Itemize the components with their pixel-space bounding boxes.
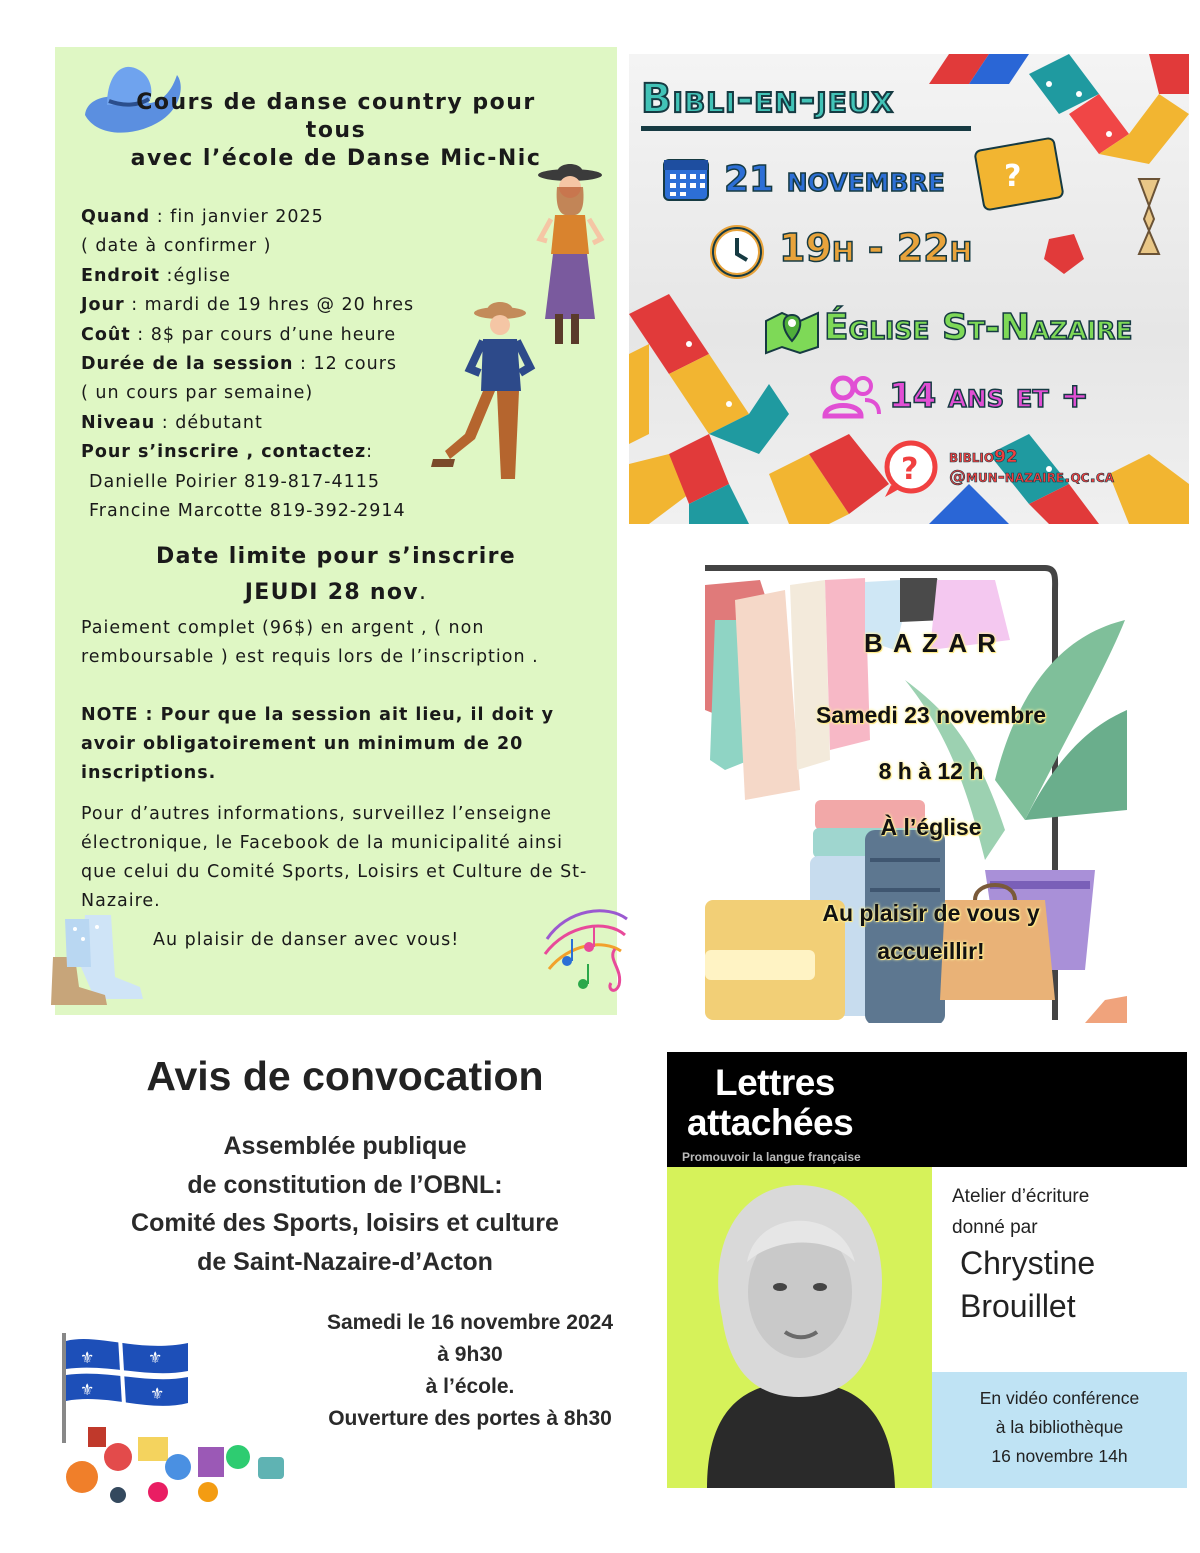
author-name bbox=[960, 1242, 1095, 1328]
contact-francine: Francine Marcotte 819-392-2914 bbox=[89, 501, 406, 522]
bibli-title: Bibli-en-jeux bbox=[641, 76, 895, 122]
avis-sub-line: de Saint-Nazaire-d’Acton bbox=[197, 1247, 493, 1276]
country-dance-panel bbox=[55, 47, 617, 1015]
clock-icon bbox=[709, 224, 765, 280]
info-row: ( un cours par semaine) bbox=[81, 383, 314, 404]
cowgirl-illustration bbox=[535, 159, 605, 349]
note-text: NOTE : Pour que la session ait lieu, il doit y avoir obligatoirement un minimum de 20 inscriptions. bbox=[81, 705, 554, 783]
info-row: Coût : 8$ par cours d’une heure bbox=[81, 324, 397, 345]
title-underline bbox=[641, 126, 971, 131]
video-conference-panel bbox=[932, 1372, 1187, 1488]
author-last-name: Brouillet bbox=[960, 1288, 1076, 1324]
bazar-welcome-line1: Au plaisir de vous y bbox=[822, 900, 1040, 926]
avis-heading: Avis de convocation bbox=[146, 1053, 544, 1099]
atelier-panel bbox=[932, 1167, 1187, 1372]
bibli-email bbox=[949, 447, 1114, 487]
deadline-line1: Date limite pour s’inscrire bbox=[156, 544, 516, 569]
culture-sports-icons bbox=[58, 1417, 288, 1507]
bazar-place: À l’église bbox=[880, 814, 982, 840]
avis-when bbox=[260, 1307, 680, 1435]
deadline bbox=[55, 539, 617, 611]
avis-subtitle bbox=[30, 1127, 660, 1281]
avis-when-line: Samedi le 16 novembre 2024 bbox=[327, 1311, 613, 1334]
avis-sub-line: Comité des Sports, loisirs et culture bbox=[131, 1209, 559, 1237]
dance-title-line3: avec l’école de Danse Mic-Nic bbox=[130, 146, 542, 171]
info-row: Niveau : débutant bbox=[81, 412, 263, 433]
video-line: En vidéo conférence bbox=[979, 1388, 1140, 1408]
info-row: Durée de la session : 12 cours bbox=[81, 354, 398, 375]
contact-danielle: Danielle Poirier 819-817-4115 bbox=[89, 471, 381, 492]
atelier-line1: Atelier d’écriture bbox=[952, 1186, 1090, 1207]
email-line1: biblio92 bbox=[949, 447, 1018, 467]
atelier-line2: donné par bbox=[952, 1217, 1038, 1238]
avis-sub-line: de constitution de l’OBNL: bbox=[187, 1170, 503, 1199]
closing-text: Au plaisir de danser avec vous! bbox=[153, 930, 460, 950]
svg-text:⚜: ⚜ bbox=[80, 1348, 95, 1367]
bazar-poster bbox=[705, 560, 1127, 1023]
cowboy-illustration bbox=[425, 299, 545, 489]
logo-line2: attachées bbox=[687, 1102, 854, 1143]
avis-when-line: à l’école. bbox=[425, 1375, 515, 1398]
bazar-title: B A Z A R bbox=[863, 628, 999, 658]
people-icon bbox=[821, 374, 881, 420]
music-notes-icon bbox=[537, 899, 629, 1009]
map-pin-icon bbox=[764, 309, 820, 355]
svg-text:⚜: ⚜ bbox=[80, 1380, 95, 1399]
bazar-welcome-line2: accueillir! bbox=[877, 938, 985, 964]
bibli-time: 19h - 22h bbox=[779, 226, 973, 270]
email-line2: @mun-nazaire.qc.ca bbox=[949, 467, 1115, 487]
avis-when-line: Ouverture des portes à 8h30 bbox=[328, 1407, 612, 1430]
payment-text: Paiement complet (96$) en argent , ( non remboursable ) est requis lors de l’inscription . bbox=[81, 618, 539, 667]
lettres-attachees-poster bbox=[667, 1052, 1187, 1488]
bibli-place: Église St-Nazaire bbox=[824, 307, 1133, 348]
video-line: à la bibliothèque bbox=[995, 1417, 1124, 1437]
video-line: 16 novembre 14h bbox=[991, 1446, 1128, 1466]
bibli-en-jeux-poster bbox=[629, 54, 1189, 524]
svg-text:⚜: ⚜ bbox=[148, 1348, 163, 1367]
svg-text:?: ? bbox=[1004, 159, 1022, 194]
cowboy-boots-icon bbox=[45, 907, 160, 1012]
info-row: Endroit :église bbox=[81, 265, 231, 286]
dance-title-line1: Cours de danse country pour bbox=[136, 90, 536, 115]
bibli-age: 14 ans et + bbox=[889, 376, 1090, 416]
avis-convocation bbox=[30, 1045, 650, 1505]
calendar-icon bbox=[661, 154, 711, 202]
dance-title bbox=[55, 89, 617, 173]
portrait-image bbox=[667, 1167, 932, 1488]
avis-sub-line: Assemblée publique bbox=[223, 1132, 467, 1160]
bazar-hours: 8 h à 12 h bbox=[878, 758, 984, 784]
info-row: Jour : mardi de 19 hres @ 20 hres bbox=[81, 295, 415, 316]
info-row: ( date à confirmer ) bbox=[81, 236, 272, 257]
lettres-header bbox=[667, 1052, 1187, 1167]
info-row: Pour s’inscrire , contactez: bbox=[81, 442, 374, 463]
deadline-line2: JEUDI 28 nov. bbox=[244, 580, 428, 605]
avis-when-line: à 9h30 bbox=[437, 1343, 503, 1366]
lettres-tagline: Promouvoir la langue française bbox=[682, 1150, 861, 1164]
svg-text:?: ? bbox=[901, 452, 919, 487]
logo-line1: Lettres bbox=[715, 1062, 835, 1103]
more-info-text: Pour d’autres informations, surveillez l’enseigne électronique, le Facebook de la municipalité ainsi que celui du Comité Sports, Loisirs et Culture de St-Nazaire. bbox=[81, 804, 588, 911]
svg-text:⚜: ⚜ bbox=[150, 1384, 165, 1403]
bazar-date: Samedi 23 novembre bbox=[815, 702, 1047, 728]
author-photo bbox=[667, 1167, 932, 1488]
atelier-text bbox=[952, 1181, 1089, 1243]
info-row: Quand : fin janvier 2025 bbox=[81, 207, 324, 227]
dance-title-line2: tous bbox=[305, 118, 367, 143]
question-bubble-icon bbox=[879, 439, 941, 499]
video-conference-text bbox=[932, 1384, 1187, 1471]
author-first-name: Chrystine bbox=[960, 1245, 1096, 1281]
bibli-date: 21 novembre bbox=[724, 159, 945, 200]
